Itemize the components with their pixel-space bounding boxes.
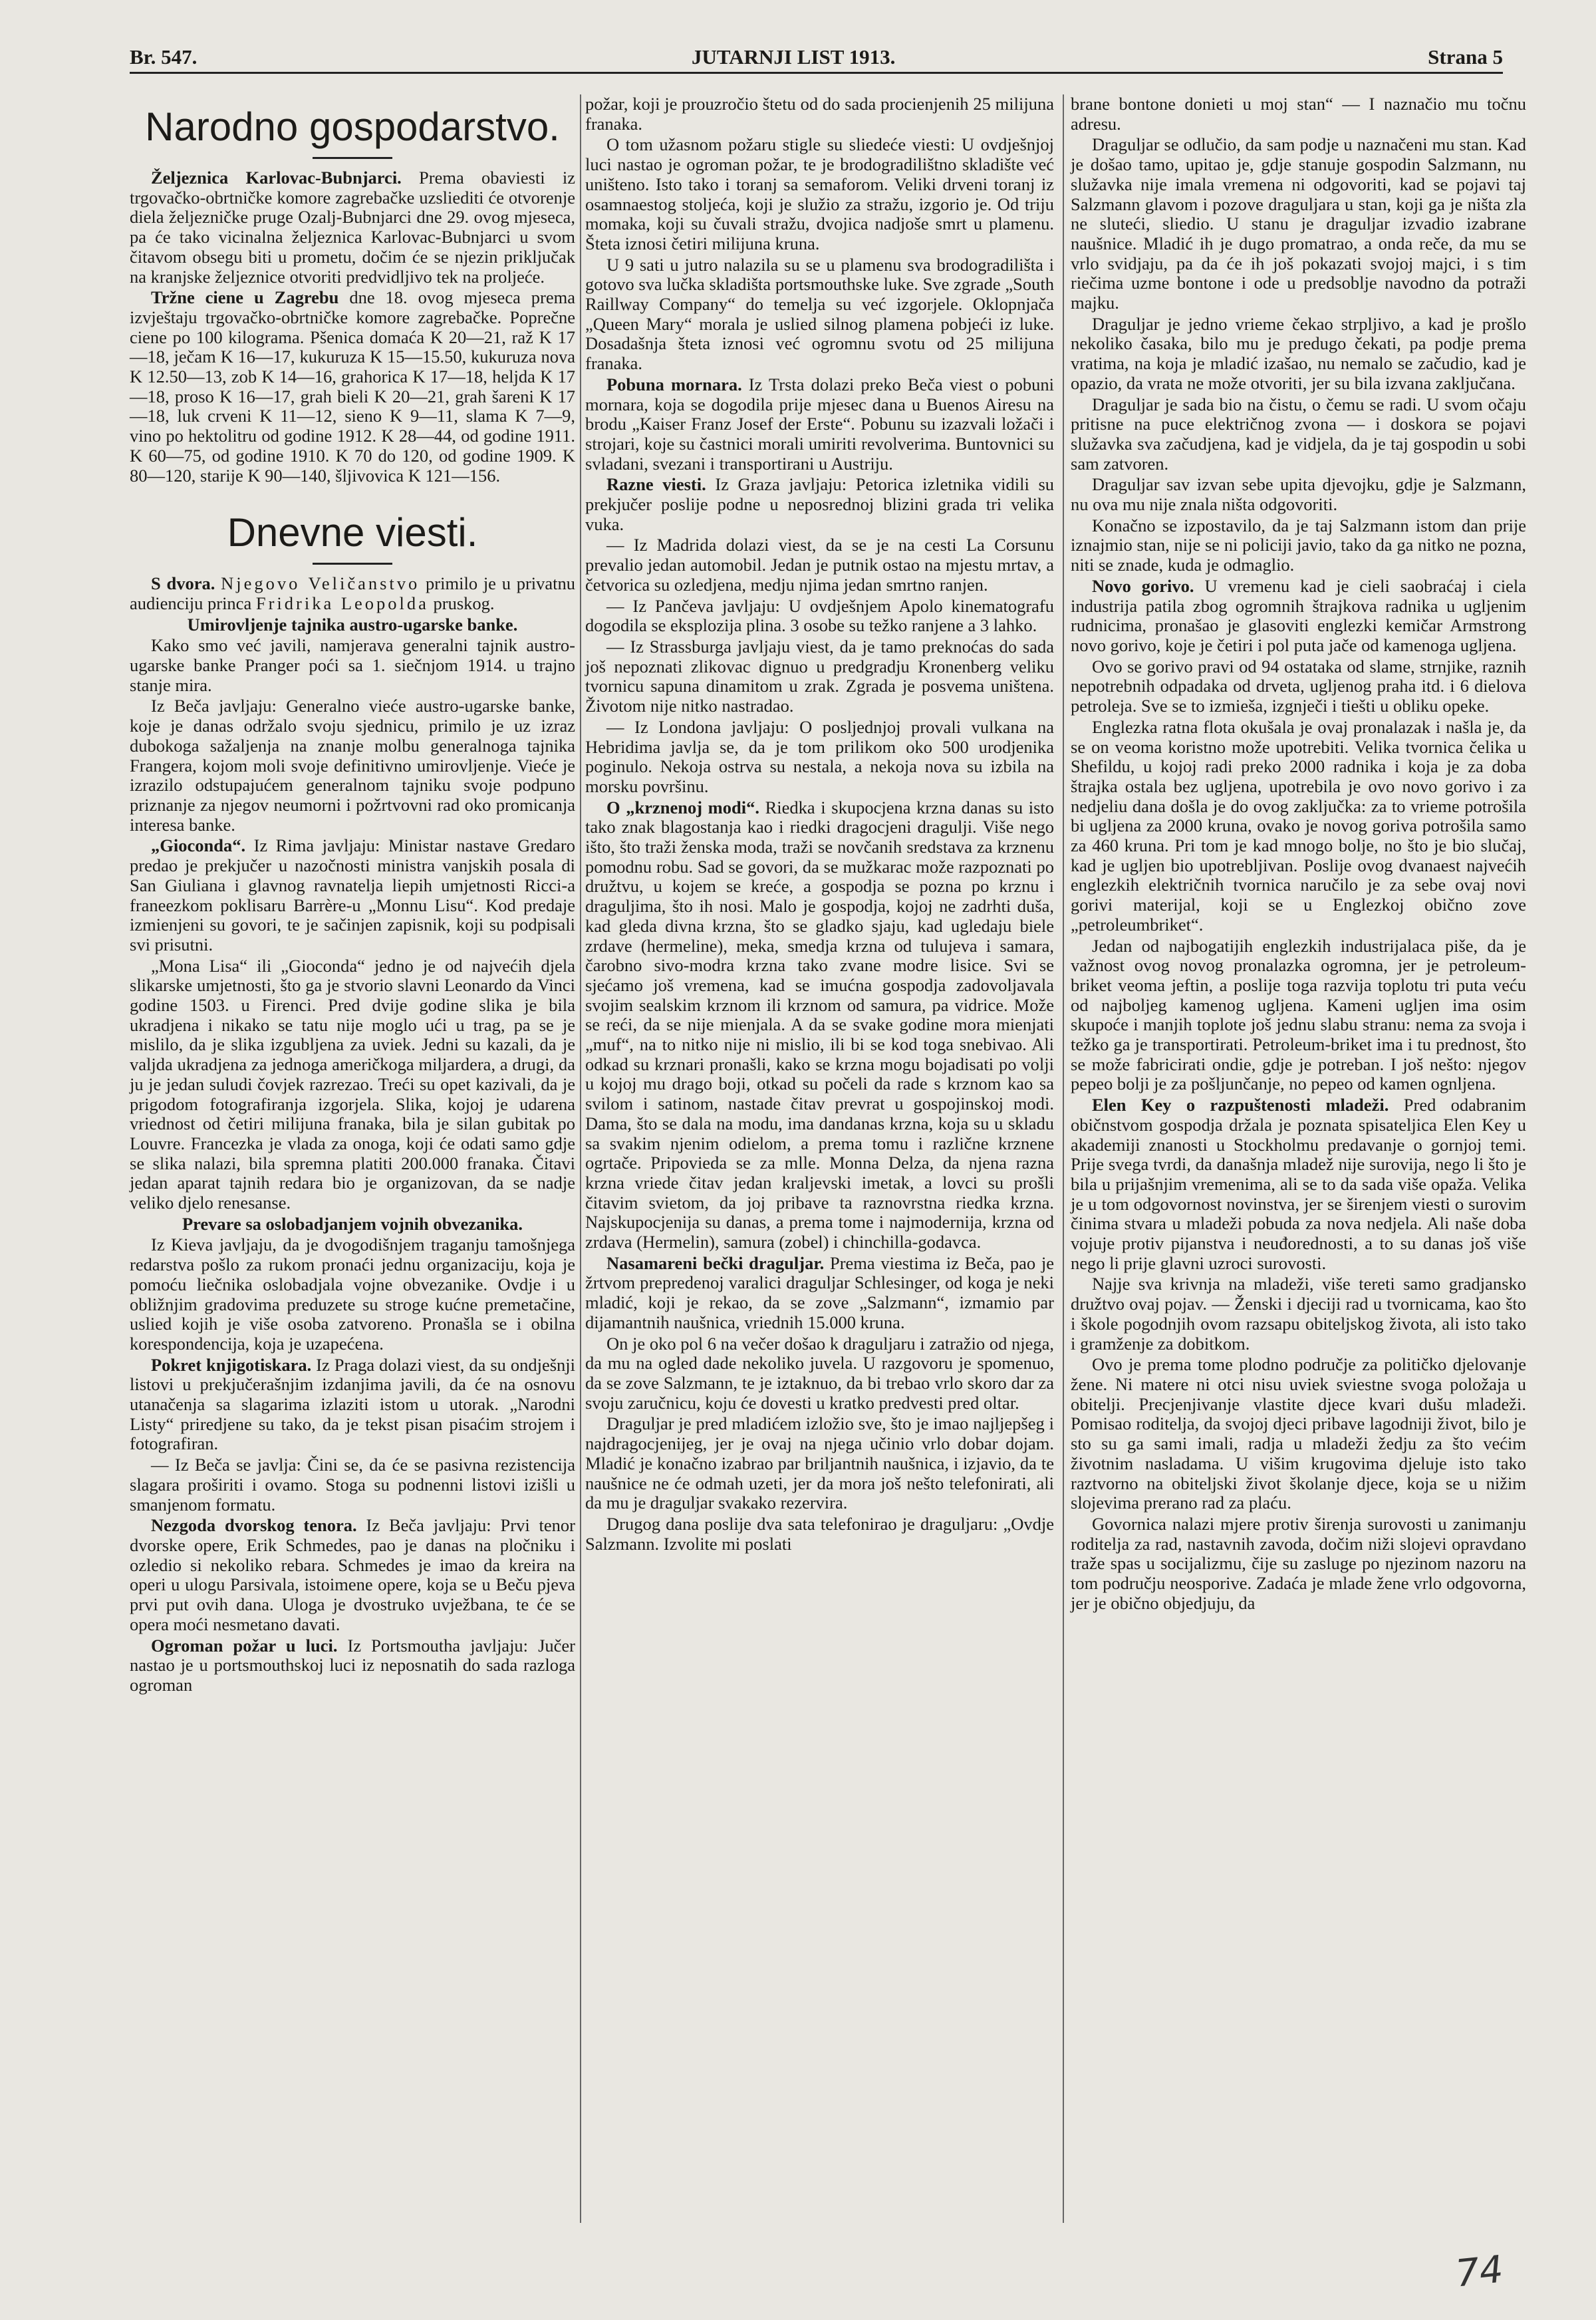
article-fraud: Iz Kieva javljaju, da je dvogodišnjem traganju tamošnjega redarstva pošlo za rukom pronaći jednu organizaciju, koja je pomoću liečnika oslobadjala vojne obvezanike. Ovdje i u obližnjim gradovima preduzete su stroge kućne premetačine, uslied kojih je više osoba zatvoreno. Pronašla se i obilna korespondencija, koja je uzapećena. [130, 1234, 575, 1354]
article-ellen-key-3: Ovo je prema tome plodno područje za političko djelovanje žene. Ni matere ni otci nisu uviek sviestne svoga položaja u obitelji. Precjenjivanje vlastite djece kvari dušu mladeži. Pomisao roditelja, da svojoj djeci pribave lagodniji život, bilo je sto su ga sami imali, radja u mladeži žedju za što većim životnim nasladama. U višim krugovima djeluje isto tako raztvorno na obiteljski život školanje djece, koja se u nižim slojevima prerano rad za plaću. [1071, 1354, 1526, 1513]
article-fuel-1: Novo gorivo. U vremenu kad je cieli saobraćaj i ciela industrija patila zbog ogromnih štrajkova radnika u ugljenim rudnicima, pronašao je glasoviti englezki kemičar Armstrong novo gorivo, koje je četiri i pol puta jače od kamenoga ugljena. [1071, 575, 1527, 655]
article-bank-2: Iz Beča javljaju: Generalno vieće austro-ugarske banke, koje je danas održalo svoju sjednicu, primilo je uz izraz dubokoga sažaljenja na znanje molbu generalnoga tajnika Frangera, kojom moli svoje definitivno umirovljenje. Vieće je izrazilo odstupajućem generalnom tajniku svoje podpuno priznanje za njegov neumorni i požrtvovni rad oko promicanja interesa banke. [130, 696, 575, 835]
article-fire-cont: požar, koji je prouzročio štetu od do sada procienjenih 25 milijuna franaka. [585, 94, 1054, 134]
article-misc-2: — Iz Madrida dolazi viest, da se je na cesti La Corsunu prevalio jedan automobil. Jedan je putnik ostao na mjestu mrtav, a četvorica su ozledjena, medju njima jedan smrtno ranjen. [585, 535, 1054, 595]
column-divider-1 [580, 94, 581, 2223]
article-fire-start: Ogroman požar u luci. Iz Portsmoutha javljaju: Jučer nastao je u portsmouthskoj luci iz neposnatih do sada razloga ogroman [130, 1635, 576, 1695]
heading-rule [313, 157, 392, 159]
article-market-prices: Tržne ciene u Zagrebu dne 18. ovog mjeseca prema izvještaju trgovačko-obrtničke komore zagrebačke. Poprečne ciene po 100 kilograma. Pšenica domaća K 20—21, raž K 17—18, ječam K 16—17, kukuruza K 15—15.50, kukuruza nova K 12.50—13, zob K 14—16, grahorica K 17—18, heljda K 17—18, proso K 16—17, grah bieli K 20—21, grah šareni K 17—18, luk crveni K 11—12, sieno K 9—11, slama K 7—9, vino po hektolitru od godine 1912. K 28—44, od godine 1911. K 60—75, od godine 1910. K 70 do 120, od godine 1909. K 80—120, starije K 90—140, šljivovica K 121—156. [130, 287, 575, 486]
issue-number: Br. 547. [130, 45, 198, 69]
handwritten-page-mark: 74 [1453, 2248, 1506, 2296]
column-divider-2 [1063, 94, 1064, 2223]
article-tenor: Nezgoda dvorskog tenora. Iz Beča javljaju: Prvi tenor dvorske opere, Erik Schmedes, pao je danas na pločniku i ozledio si nekoliko rebara. Schmedes je imao da kreira na operi u ulogu Parsivala, istoimene opere, koja se u Beču pjeva prvi put ovih dana. Uloga je dvostruko uvježbana, te će se opera moći nesmetano davati. [130, 1515, 576, 1634]
article-misc-3: — Iz Pančeva javljaju: U ovdješnjem Apolo kinematografu dogodila se eksplozija plina. 3 osobe su težko ranjene a 3 lahko. [585, 595, 1054, 636]
article-bank-title: Umirovljenje tajnika austro-ugarske banke. [187, 614, 518, 635]
article-printers-1: Pokret knjigotiskara. Iz Praga dolazi viest, da su ondješnji listovi u prekjučerašnjim izdanjima javili, da će na osnovu utanačenja sa slagarima izlaziti istom u utorak. „Narodni Listy“ priredjene su tako, da je tekst pisan pisaćim strojem i fotografiran. [130, 1354, 575, 1454]
article-jeweller-6: Draguljar je jedno vrieme čekao strpljivo, a kad je prošlo nekoliko časaka, bilo mu je predugo čekati, pa podje prema vratima, na koja je mladić izašao, nu nemalo se začudio, kad je opazio, da vrata ne može otvoriti, jer su bila izvana zaključana. [1071, 313, 1526, 393]
article-jeweller-7: Draguljar je sada bio na čistu, o čemu se radi. U svom očaju pritisne na puce električnog zvona — i doskora se pojavi služavka sva začudjena, kad je vidjela, da je taj gospodin u sobi sam zatvoren. [1071, 394, 1526, 474]
column-2 [585, 94, 1054, 1555]
heading-rule-2 [313, 563, 392, 565]
article-jeweller-9: Konačno se izpostavilo, da je taj Salzmann istom dan prije iznajmio stan, nije se ni policiji javio, tako da ga nitko ne pozna, niti se znade, kuda je odmaglio. [1071, 515, 1526, 575]
page-number: Strana 5 [1428, 45, 1503, 69]
section-heading-news: Dnevne viesti. [227, 510, 478, 555]
article-fire-3: U 9 sati u jutro nalazila su se u plamenu sva brodogradilišta i gotovo sva lučka skladišta portsmouthske luke. Sve zgrade „South Raillway Company“ do temelja su već izgorjele. Oklopnjača „Queen Mary“ morala je uslied silnog plamena pobjeći iz luke. Dosadašnja šteta iznosi već ogromnu svotu od 25 milijuna franaka. [585, 254, 1054, 374]
article-railway: Željeznica Karlovac-Bubnjarci. Prema obaviesti iz trgovačko-obrtničke komore zagrebačke uzsliediti će otvorenje diela željezničke pruge Ozalj-Bubnjarci dne 29. ovog mjeseca, pa će tako vicinalna željeznica Karlovac-Bubnjarci u svom čitavom obsegu biti u prometu, dočim će se njezin priključak na kranjske željeznice otvoriti predvidljivo tek na proljeće. [130, 168, 575, 287]
article-fuel-2: Ovo se gorivo pravi od 94 ostataka od slame, strnjike, raznih nepotrebnih odpadaka od drveta, ugljenog praha itd. i 6 dielova petroleja. Sve se to izmieša, izgnječi i tiešti u obliku opeke. [1071, 656, 1526, 716]
article-fire-2: O tom užasnom požaru stigle su sliedeće viesti: U ovdješnjoj luci nastao je ogroman požar, te je brodogradilištno skladište već uništeno. Isto tako i toranj sa semaforom. Veliki drveni toranj iz osamnaestog stoljeća, koji je služio za stražu, izgorio je. Od triju momaka, koji su čuvali stražu, dvojica nadjoše smrt u plamenu. Šteta iznosi četiri milijuna kruna. [585, 134, 1054, 253]
page-header [130, 41, 1503, 71]
article-jeweller-4: Drugog dana poslije dva sata telefonirao je draguljaru: „Ovdje Salzmann. Izvolite mi poslati [585, 1513, 1054, 1554]
newspaper-title: JUTARNJI LIST 1913. [692, 45, 896, 69]
article-fraud-title: Prevare sa oslobadjanjem vojnih obvezanika. [182, 1213, 523, 1234]
article-gioconda-1: „Gioconda“. Iz Rima javljaju: Ministar nastave Gredaro predao je prekjučer u nazočnosti ministra vanjskih posala di San Giuliana i glavnog ravnatelja liepih umjetnosti Ricci-a franeezkom poklisaru Barrère-u „Monnu Lisu“. Kod predaje izmienjeni su govori, te je sačinjen zapisnik, koji su podpisali svi prisutni. [130, 835, 575, 954]
article-court: S dvora. Njegovo Veličanstvo primilo je u privatnu audienciju princa Fridrika Leopolda pruskog. [130, 573, 576, 613]
article-ellen-key-1: Elen Key o razpuštenosti mladeži. Pred odabranim običnstvom gospodja držala je poznata spisateljica Elen Key u akademiji znanosti u Stockholmu predavanje o gornjoj temi. Prije svega tvrdi, da današnja mladež nije surovija, nego li što je bila u prijašnjim vremenima, ali se to da sada više opaža. Velika je u tom odgovornost novinstva, jer se širenjem viesti o surovim činima stvara u mladeži pobuda za nova nedjela. Ali naše doba vojuje protiv pijanstva i neuđorednosti, a to su danas još više nego li prije glavni uzroci surovosti. [1071, 1095, 1526, 1273]
article-printers-2: — Iz Beča se javlja: Čini se, da će se pasivna rezistencija slagara proširiti i ovamo. Stoga su podnenni listovi izišli u smanjenom formatu. [130, 1455, 575, 1515]
article-fur-fashion: O „krznenoj modi“. Riedka i skupocjena krzna danas su isto tako znak blagostanja kao i riedki dragocjeni dragulji. Više nego išto, što traži ženska moda, traži se novčanih sredstava za krznenu pomodnu robu. Sad se govori, da se mužkarac može razpoznati po družtvu, u kojem se kreće, a gospodja se pozna po krznu i draguljima, što ih nosi. Malo je gospodja, kojoj ne zadrhti duša, kad gleda divna krzna, što se gladko sjaju, kad ugledaju biele zrdave (hermeline), meka, smedja krzna od tulujeva i samara, čarobno sivo-modra krzna tako zvane modre lisice. Svi se sjećamo još vremena, kad se imućna gospodja zadovoljavala svojim sealskim krznom ili krznom od samura, pa vidrice. Može se reći, da se nije mienjala. A da se svake godine mora mienjati „muf“, na to nitko nije ni mislio, ili bi se kod toga snebivao. Ali odkad su krznari pronašli, kako se krzna mogu bojadisati po volji u kojoj mu drago boji, otkad su počeli da rade s krznom kao sa svilom i satinom, nastade čitav prevrat u gospojinskoj modi. Dama, što se dala na modu, ima dandanas krzna, koja su u skladu sa svakim njenim odielom, a prema tomu i različne krznene ogrtače. Pripoviedа se za mlle. Monna Delza, da njena razna krzna vriede čitav jedan kraljevski imetak, a lovci su prošli čitavim svietom, da joj pribave ta raznovrstna riedka krzna. Najskupocjenija su danas, a prema tome i najmodernija, krzna od zrdava (Hermelin), samura (zobel) i chinchilla-godavca. [585, 797, 1054, 1252]
article-ellen-key-4: Govornica nalazi mjere protiv širenja surovosti u zanimanju roditelja za rad, nastavnih zavoda, dočim niži slojevi opravdano traže spas u socijalizmu, čije su zasluge po njezinom nazoru na tom području neosporive. Zadaća je mlade žene vrlo odgovorna, jer je obično objedjuju, da [1071, 1513, 1526, 1613]
article-jeweller-cont: brane bontone donieti u moj stan“ — I naznačio mu točnu adresu. [1071, 94, 1526, 134]
article-misc-4: — Iz Strassburga javljaju viest, da je tamo preknoćas do sada još nepoznati zlikovac dignuo u predgradju Kronenberg veliku tvornicu sapuna dinamitom u zrak. Zgrada je posvema uništena. Životom nije nitko nastradao. [585, 636, 1054, 716]
article-jeweller-5: Draguljar se odlučio, da sam podje u naznačeni mu stan. Kad je došao tamo, upitao je, gdje stanuje gospodin Salzmann, nu služavka nije imala vremena ni odgovoriti, kad se pojavi taj Salzmann glavom i pozove draguljara u stan, koji ga je ništa zla ne sluteći, sliedio. U stanu je draguljar izvadio izabrane naušnice. Mladić ih je dugo promatrao, a onda reče, da mu se vrlo svidjaju, pa da će ih još pokazati svojoj majci, i s tim riečima uzme bontone i ode u predsoblje navodno da potraži majku. [1071, 134, 1526, 313]
article-fuel-4: Jedan od najbogatijih englezkih industrijalaca piše, da je važnost ovog novog pronalazka ogromna, jer je petroleum-briket veoma jeftin, a poslije toga razvija toplotu tri puta veću od najboljeg kamenog ugljena. Kameni ugljen ima osim skupoće i manjih toplote još jednu slabu stranu: nema za svoja i težko ga je transportirati. Petroleum-briket ima i tu prednost, što se može fabricirati ondie, gdje je potreban. I još nešto: njegov pepeo bolji je za pošljunčanje, no pepeo od kamen ognljena. [1071, 935, 1526, 1094]
article-mutiny: Pobuna mornara. Iz Trsta dolazi preko Beča viest o pobuni mornara, koja se dogodila prije mjesec dana u Buenos Airesu na brodu „Kaiser Franz Josef der Erste“. Pobunu su izazvali ložači i strojari, koje su častnici morali umiriti revolverima. Buntovnici su svladani, svezani i transportirani u Austriju. [585, 374, 1054, 474]
article-jeweller-1: Nasamareni bečki draguljar. Prema viestima iz Beča, pao je žrtvom prepredenoj varalici draguljar Schlesinger, od koga je neki mladić, koji je rekao, da se zove „Salzmann“, izmamio par dijamantnih naušnica, vriednih 15.000 kruna. [585, 1252, 1054, 1332]
header-rule [130, 72, 1503, 74]
article-bank-1: Kako smo već javili, namjerava generalni tajnik austro-ugarske banke Pranger poći sa 1. siečnjom 1914. u trajno stanje mira. [130, 635, 575, 695]
column-1 [130, 94, 575, 1697]
section-heading-economy: Narodno gospodarstvo. [145, 104, 560, 149]
article-jeweller-2: On je oko pol 6 na večer došao k draguljaru i zatražio od njega, da mu na ogled dade nekoliko juvela. U razgovoru je spomenuo, da se zove Salzmann, te je iztaknuo, da bi trebao vrlo skoro dar za svoju zaručnicu, koju će dovesti u kratko predvesti pred oltar. [585, 1333, 1054, 1413]
article-fuel-3: Englezka ratna flota okušala je ovaj pronalazak i našla je, da se on veoma koristno može upotrebiti. Velika tvornica čelika u Shefildu, u kojoj radi preko 2000 radnika i koja je za doba štrajka ostala bez ugljena, upotrebila je ovo novo gorivo i za nedjeliu dana došla je do ovog zaključka: za to vrieme potrošila bi ugljena za 2000 kruna, ovako je novog goriva potrošila samo za 460 kruna. Pri tom je kad mnogo bolje, no što je bio slučaj, kad je ugljen bio upotrebljivan. Poslije ovog dvanaest najvećih englezkih električnih tvornica naručilo je za sebe ovaj novi gorivi materijal, koji se u Englezkoj obično zove „petroleumbriket“. [1071, 716, 1526, 935]
article-gioconda-2: „Mona Lisa“ ili „Gioconda“ jedno je od najvećih djela slikarske umjetnosti, što ga je stvorio slavni Leonardo da Vinci godine 1503. u Firenci. Pred dvije godine slika je bila ukradjena i nikako se tatu nije moglo ući u trag, pa se je mislilo, da je slika izgubljena za uviek. Jedni su kazali, da je valjda ukradjena za jednoga američkoga miljardera, a drugi, da ju je jedan suludi čovjek razrezao. Treći su opet kazivali, da je prigodom fotografiranja izgorjela. Slika, kojoj je udarena vriednost od četiri milijuna franaka, bila je silan gubitak po Louvre. Francezka je vlada za onoga, koji će odati samo gdje se slika nalazi, bila spremna platiti 200.000 franaka. Čitavi jedan aparat tajnih redara bio je organizovan, da se nadje veliko djelo renesanse. [130, 955, 575, 1213]
article-misc-1: Razne viesti. Iz Graza javljaju: Petorica izletnika vidili su prekjučer poslije podne u neposrednoj blizini grada tri velika vuka. [585, 474, 1055, 534]
article-misc-5: — Iz Londona javljaju: O posljednjoj provali vulkana na Hebridima javlja se, da je tom prilikom oko 500 urodjenika poginulo. Nekoja ostrva su nestala, a nekoja nova su izbila na morsku površinu. [585, 716, 1054, 796]
article-jeweller-8: Draguljar sav izvan sebe upita djevojku, gdje je Salzmann, nu ova mu nije znala ništa odgovoriti. [1071, 474, 1526, 515]
article-ellen-key-2: Najje sva krivnja na mladeži, više tereti samo gradjansko družtvo ovaj pojav. — Ženski i djeciji rad u tvornicama, kao što i škole pogodnjih ovom razsapu obiteljskog života, ali isto tako i gramženje za dobitkom. [1071, 1274, 1526, 1354]
column-3 [1071, 94, 1526, 1614]
article-jeweller-3: Draguljar je pred mladićem izložio sve, što je imao najljepšeg i najdragocjenijeg, jer je ovaj na njega učinio vrlo dobar dojam. Mladić je konačno izabrao par briljantnih naušnica, i izjavio, da te naušnice ne će odmah uzeti, jer da mora još nešto telefonirati, ali da mu je draguljar svakako rezervira. [585, 1413, 1054, 1513]
